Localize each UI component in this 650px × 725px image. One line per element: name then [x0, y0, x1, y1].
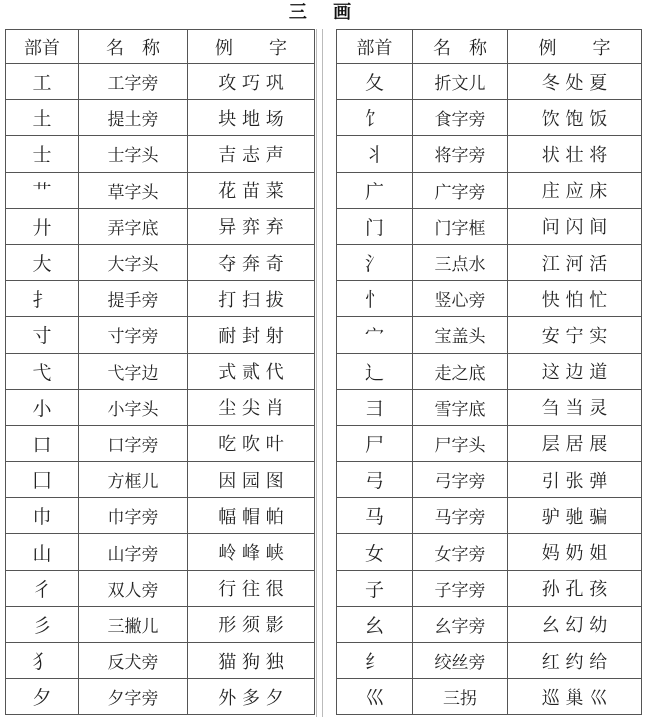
name-cell: 山字旁	[79, 534, 188, 570]
table-row	[6, 317, 315, 353]
table-row	[337, 353, 642, 389]
table-row	[337, 100, 642, 136]
example-cell: 花 苗 菜	[188, 172, 315, 208]
table-header-row	[337, 30, 642, 64]
radical-cell: 尸	[337, 425, 413, 461]
example-cell: 状 壮 将	[508, 136, 642, 172]
name-cell: 三撇儿	[79, 606, 188, 642]
name-cell: 夕字旁	[79, 679, 188, 715]
example-cell: 行 往 很	[188, 570, 315, 606]
table-row	[337, 570, 642, 606]
table-row	[337, 425, 642, 461]
table-row	[6, 281, 315, 317]
radical-cell: 小	[6, 389, 79, 425]
table-row	[337, 317, 642, 353]
table-body-right	[337, 64, 642, 715]
example-cell: 外 多 夕	[188, 679, 315, 715]
table-row	[6, 208, 315, 244]
name-cell: 工字旁	[79, 64, 188, 100]
name-cell: 大字头	[79, 244, 188, 280]
radical-cell: 弓	[337, 462, 413, 498]
name-cell: 宝盖头	[413, 317, 508, 353]
radical-cell: 山	[6, 534, 79, 570]
radical-cell: 士	[6, 136, 79, 172]
table-row	[6, 244, 315, 280]
example-cell: 问 闪 间	[508, 208, 642, 244]
table-row	[6, 389, 315, 425]
name-cell: 竖心旁	[413, 281, 508, 317]
name-cell: 三点水	[413, 244, 508, 280]
example-cell: 块 地 场	[188, 100, 315, 136]
name-cell: 巾字旁	[79, 498, 188, 534]
example-cell: 尘 尖 肖	[188, 389, 315, 425]
radical-cell: 大	[6, 244, 79, 280]
radical-cell: 女	[337, 534, 413, 570]
radical-cell: 门	[337, 208, 413, 244]
example-cell: 这 边 道	[508, 353, 642, 389]
radical-cell: 犭	[6, 643, 79, 679]
example-cell: 驴 驰 骗	[508, 498, 642, 534]
example-cell: 耐 封 射	[188, 317, 315, 353]
table-row	[6, 172, 315, 208]
radical-cell: 辶	[337, 353, 413, 389]
table-body-left	[6, 64, 315, 715]
example-cell: 冬 处 夏	[508, 64, 642, 100]
name-cell: 走之底	[413, 353, 508, 389]
example-cell: 形 须 影	[188, 606, 315, 642]
name-cell: 将字旁	[413, 136, 508, 172]
radical-cell: 扌	[6, 281, 79, 317]
table-row	[337, 208, 642, 244]
table-row	[337, 281, 642, 317]
example-cell: 妈 奶 姐	[508, 534, 642, 570]
name-cell: 马字旁	[413, 498, 508, 534]
name-cell: 弄字底	[79, 208, 188, 244]
radical-cell: 宀	[337, 317, 413, 353]
radical-cell: 彡	[6, 606, 79, 642]
column-divider	[322, 29, 323, 717]
example-cell: 异 弈 弃	[188, 208, 315, 244]
name-cell: 尸字头	[413, 425, 508, 461]
example-cell: 孙 孔 孩	[508, 570, 642, 606]
name-cell: 小字头	[79, 389, 188, 425]
radical-cell: 弋	[6, 353, 79, 389]
table-row	[6, 425, 315, 461]
example-cell: 打 扫 拔	[188, 281, 315, 317]
table-row	[6, 100, 315, 136]
example-cell: 因 园 图	[188, 462, 315, 498]
radical-cell: 饣	[337, 100, 413, 136]
name-cell: 口字旁	[79, 425, 188, 461]
radical-cell: 土	[6, 100, 79, 136]
table-row	[337, 679, 642, 715]
header-name: 名 称	[79, 30, 188, 64]
example-cell: 猫 狗 独	[188, 643, 315, 679]
radical-cell: 彐	[337, 389, 413, 425]
name-cell: 提土旁	[79, 100, 188, 136]
name-cell: 提手旁	[79, 281, 188, 317]
example-cell: 刍 当 灵	[508, 389, 642, 425]
table-row	[6, 462, 315, 498]
radical-table-left	[5, 29, 315, 715]
radical-cell: 巾	[6, 498, 79, 534]
name-cell: 折文儿	[413, 64, 508, 100]
table-row	[6, 136, 315, 172]
name-cell: 绞丝旁	[413, 643, 508, 679]
header-name: 名 称	[413, 30, 508, 64]
name-cell: 女字旁	[413, 534, 508, 570]
header-radical: 部首	[6, 30, 79, 64]
example-cell: 庄 应 床	[508, 172, 642, 208]
example-cell: 夺 奔 奇	[188, 244, 315, 280]
table-row	[337, 64, 642, 100]
radical-cell: 广	[337, 172, 413, 208]
name-cell: 弋字边	[79, 353, 188, 389]
example-cell: 幺 幻 幼	[508, 606, 642, 642]
table-row	[337, 498, 642, 534]
header-example: 例 字	[188, 30, 315, 64]
example-cell: 吃 吹 叶	[188, 425, 315, 461]
radical-cell: 氵	[337, 244, 413, 280]
name-cell: 寸字旁	[79, 317, 188, 353]
radical-cell: 纟	[337, 643, 413, 679]
name-cell: 双人旁	[79, 570, 188, 606]
radical-cell: 口	[6, 425, 79, 461]
header-radical: 部首	[337, 30, 413, 64]
name-cell: 草字头	[79, 172, 188, 208]
example-cell: 饮 饱 饭	[508, 100, 642, 136]
column-divider	[316, 29, 317, 717]
table-row	[6, 643, 315, 679]
radical-cell: 子	[337, 570, 413, 606]
name-cell: 子字旁	[413, 570, 508, 606]
radical-cell: 囗	[6, 462, 79, 498]
example-cell: 岭 峰 峡	[188, 534, 315, 570]
table-row	[337, 172, 642, 208]
example-cell: 红 约 给	[508, 643, 642, 679]
header-example: 例 字	[508, 30, 642, 64]
example-cell: 攻 巧 巩	[188, 64, 315, 100]
radical-cell: 忄	[337, 281, 413, 317]
page-title: 三 画	[288, 2, 362, 23]
table-header-row	[6, 30, 315, 64]
name-cell: 方框儿	[79, 462, 188, 498]
table-row	[337, 244, 642, 280]
radical-cell: 幺	[337, 606, 413, 642]
radical-cell: 工	[6, 64, 79, 100]
example-cell: 快 怕 忙	[508, 281, 642, 317]
table-row	[6, 498, 315, 534]
name-cell: 雪字底	[413, 389, 508, 425]
radical-cell: 寸	[6, 317, 79, 353]
name-cell: 反犬旁	[79, 643, 188, 679]
name-cell: 士字头	[79, 136, 188, 172]
example-cell: 安 宁 实	[508, 317, 642, 353]
table-row	[6, 534, 315, 570]
radical-cell: 艹	[6, 172, 79, 208]
example-cell: 幅 帽 帕	[188, 498, 315, 534]
example-cell: 层 居 展	[508, 425, 642, 461]
name-cell: 门字框	[413, 208, 508, 244]
radical-cell: 丬	[337, 136, 413, 172]
table-row	[6, 570, 315, 606]
table-row	[337, 389, 642, 425]
radical-cell: 夕	[6, 679, 79, 715]
example-cell: 巡 巢 巛	[508, 679, 642, 715]
table-row	[6, 606, 315, 642]
radical-cell: 马	[337, 498, 413, 534]
table-row	[6, 64, 315, 100]
table-row	[337, 534, 642, 570]
table-row	[337, 462, 642, 498]
radical-cell: 彳	[6, 570, 79, 606]
name-cell: 幺字旁	[413, 606, 508, 642]
example-cell: 引 张 弹	[508, 462, 642, 498]
name-cell: 食字旁	[413, 100, 508, 136]
radical-cell: 廾	[6, 208, 79, 244]
name-cell: 广字旁	[413, 172, 508, 208]
table-row	[6, 679, 315, 715]
example-cell: 式 贰 代	[188, 353, 315, 389]
table-row	[6, 353, 315, 389]
radical-cell: 夂	[337, 64, 413, 100]
radical-table-right	[336, 29, 642, 715]
radical-cell: 巛	[337, 679, 413, 715]
name-cell: 弓字旁	[413, 462, 508, 498]
example-cell: 吉 志 声	[188, 136, 315, 172]
table-row	[337, 643, 642, 679]
name-cell: 三拐	[413, 679, 508, 715]
table-row	[337, 136, 642, 172]
example-cell: 江 河 活	[508, 244, 642, 280]
table-row	[337, 606, 642, 642]
